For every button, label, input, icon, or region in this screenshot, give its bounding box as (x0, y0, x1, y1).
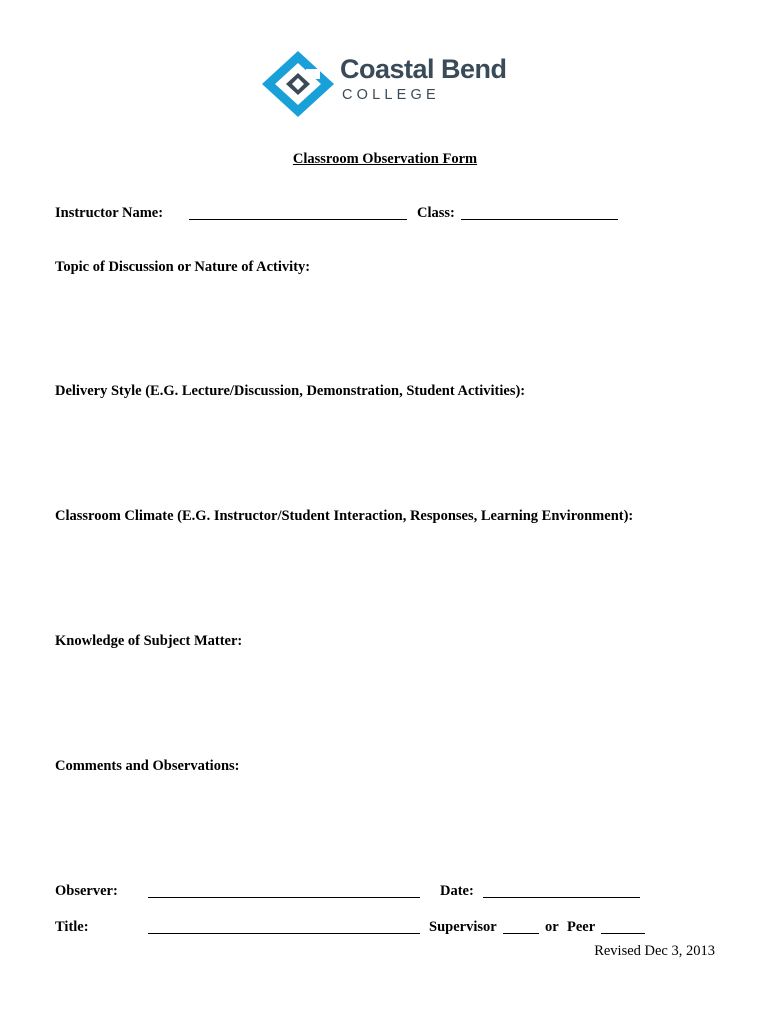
class-field[interactable] (461, 203, 618, 220)
or-label: or (545, 919, 559, 935)
comments-area[interactable] (55, 779, 715, 871)
topic-label: Topic of Discussion or Nature of Activity: (55, 259, 311, 275)
knowledge-area[interactable] (55, 654, 715, 746)
date-label: Date: (440, 883, 474, 899)
date-field[interactable] (483, 881, 640, 898)
delivery-label: Delivery Style (E.G. Lecture/Discussion, Demonstration, Student Activities): (55, 383, 526, 399)
instructor-name-field[interactable] (189, 203, 407, 220)
comments-label: Comments and Observations: (55, 758, 240, 774)
diamond-logo-icon (258, 49, 338, 119)
logo-subtitle: COLLEGE (342, 87, 440, 103)
supervisor-label: Supervisor (429, 919, 497, 935)
logo-name: Coastal Bend (340, 54, 507, 84)
class-label: Class: (417, 205, 455, 221)
form-title: Classroom Observation Form (292, 151, 478, 167)
climate-label: Classroom Climate (E.G. Instructor/Student Interaction, Responses, Learning Environment): (55, 508, 634, 524)
revision-note: Revised Dec 3, 2013 (594, 943, 715, 959)
peer-label: Peer (567, 919, 596, 935)
observer-label: Observer: (55, 883, 118, 899)
supervisor-checkline[interactable] (503, 917, 539, 934)
instructor-label: Instructor Name: (55, 205, 164, 221)
observer-field[interactable] (148, 881, 420, 898)
knowledge-label: Knowledge of Subject Matter: (55, 633, 243, 649)
climate-area[interactable] (55, 529, 715, 621)
title-field[interactable] (148, 917, 420, 934)
title-label: Title: (55, 919, 89, 935)
delivery-area[interactable] (55, 404, 715, 496)
peer-checkline[interactable] (601, 917, 645, 934)
college-logo (258, 49, 518, 119)
topic-area[interactable] (55, 280, 715, 370)
